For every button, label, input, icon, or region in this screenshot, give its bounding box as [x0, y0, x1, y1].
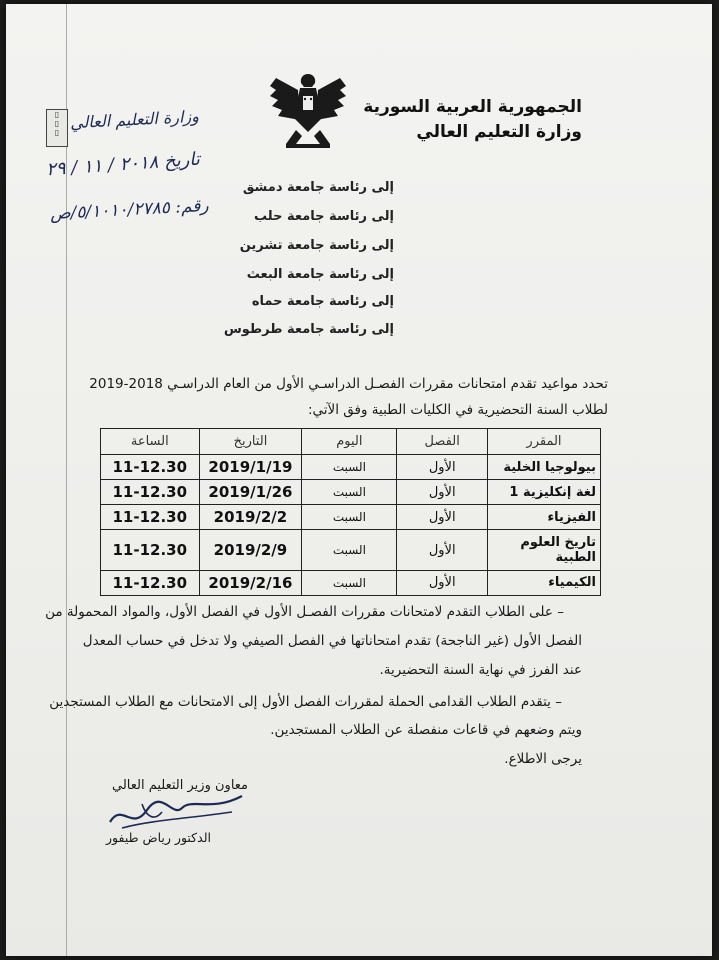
note-2-line-1-text: يتقدم الطلاب القدامى الحملة لمقررات الفصل الأول إلى الامتحانات مع الطلاب المستجدين	[49, 694, 551, 710]
intro-line-2: لطلاب السنة التحضيرية في الكليات الطبية وفق الآتي:	[307, 402, 608, 418]
header-date: التاريخ	[199, 429, 302, 455]
cell-semester: الأول	[397, 480, 488, 505]
recipient-4: إلى رئاسة جامعة البعث	[246, 267, 394, 282]
cell-date: 2019/2/9	[199, 530, 302, 571]
note-1-line-3: عند الفرز في نهاية السنة التحضيرية.	[379, 662, 582, 678]
country-title: الجمهورية العربية السورية	[363, 97, 582, 117]
number-label: رقم	[180, 195, 210, 218]
recipient-2: إلى رئاسة جامعة حلب	[254, 209, 394, 224]
exam-schedule-table	[100, 428, 601, 596]
recipient-3: إلى رئاسة جامعة تشرين	[239, 238, 394, 253]
cell-day: السبت	[302, 505, 397, 530]
recipient-1: إلى رئاسة جامعة دمشق	[242, 180, 394, 195]
table-row	[101, 455, 601, 480]
handwritten-number: رقم: ٥/١٠١٠/٢٧٨٥/ص	[49, 195, 210, 225]
cell-time: 11-12.30	[101, 530, 200, 571]
cell-course: تاريخ العلوم الطبية	[487, 530, 600, 571]
cell-day: السبت	[302, 480, 397, 505]
note-1-line-1: – على الطلاب التقدم لامتحانات مقررات الفصـل الأول في الفصل الأول، والمواد المحمولة من	[45, 604, 564, 620]
cell-day: السبت	[302, 455, 397, 480]
document-page	[6, 4, 712, 956]
cell-course: الكيمياء	[487, 570, 600, 595]
cell-date: 2019/2/16	[199, 570, 302, 595]
header-day: اليوم	[302, 429, 397, 455]
header-semester: الفصل	[397, 429, 488, 455]
ministry-title: وزارة التعليم العالي	[416, 122, 582, 142]
note-1-line-1-text: على الطلاب التقدم لامتحانات مقررات الفصـل الأول في الفصل الأول، والمواد المحمولة من	[45, 604, 553, 620]
date-value: ٢٠١٨ / ١١ / ٢٩	[45, 151, 160, 181]
table-header-row	[101, 429, 601, 455]
cell-date: 2019/2/2	[199, 505, 302, 530]
table-row	[101, 480, 601, 505]
cell-day: السبت	[302, 570, 397, 595]
cell-time: 11-12.30	[101, 480, 200, 505]
table-row	[101, 505, 601, 530]
note-2-line-2: ويتم وضعهم في قاعات منفصلة عن الطلاب المستجدين.	[270, 722, 582, 738]
cell-semester: الأول	[397, 530, 488, 571]
stamp-seal: ▯ ▯ ▯	[46, 109, 68, 147]
cell-course: بيولوجيا الخلية	[487, 455, 600, 480]
date-label: تاريخ	[163, 148, 201, 173]
closing-line: يرجى الاطلاع.	[504, 751, 582, 767]
number-value: ٥/١٠١٠/٢٧٨٥/ص	[49, 197, 171, 225]
signature-name: الدكتور رياض طيفور	[106, 830, 211, 845]
cell-date: 2019/1/19	[199, 455, 302, 480]
header-course: المقرر	[487, 429, 600, 455]
cell-time: 11-12.30	[101, 505, 200, 530]
handwritten-date	[45, 149, 200, 181]
eagle-emblem-icon	[264, 70, 352, 152]
cell-day: السبت	[302, 530, 397, 571]
cell-time: 11-12.30	[101, 570, 200, 595]
handwritten-ministry: وزارة التعليم العالي	[69, 106, 200, 133]
cell-semester: الأول	[397, 505, 488, 530]
table-row	[101, 530, 601, 571]
cell-course: الفيزياء	[487, 505, 600, 530]
cell-semester: الأول	[397, 455, 488, 480]
note-2-line-1: – يتقدم الطلاب القدامى الحملة لمقررات الفصل الأول إلى الامتحانات مع الطلاب المستجدين	[49, 694, 562, 710]
cell-semester: الأول	[397, 570, 488, 595]
note-1-line-2: الفصل الأول (غير الناجحة) تقدم امتحاناتها في الفصل الصيفي ولا تدخل في حساب المعدل	[82, 633, 582, 649]
cell-date: 2019/1/26	[199, 480, 302, 505]
table-row	[101, 570, 601, 595]
intro-line-1: تحدد مواعيد تقدم امتحانات مقررات الفصـل الدراسـي الأول من العام الدراسـي 2018-2019	[89, 376, 608, 392]
cell-course: لغة إنكليزية 1	[487, 480, 600, 505]
recipient-5: إلى رئاسة جامعة حماه	[251, 294, 394, 309]
header-time: الساعة	[101, 429, 200, 455]
signature-title: معاون وزير التعليم العالي	[112, 778, 249, 793]
recipient-6: إلى رئاسة جامعة طرطوس	[223, 322, 394, 337]
cell-time: 11-12.30	[101, 455, 200, 480]
